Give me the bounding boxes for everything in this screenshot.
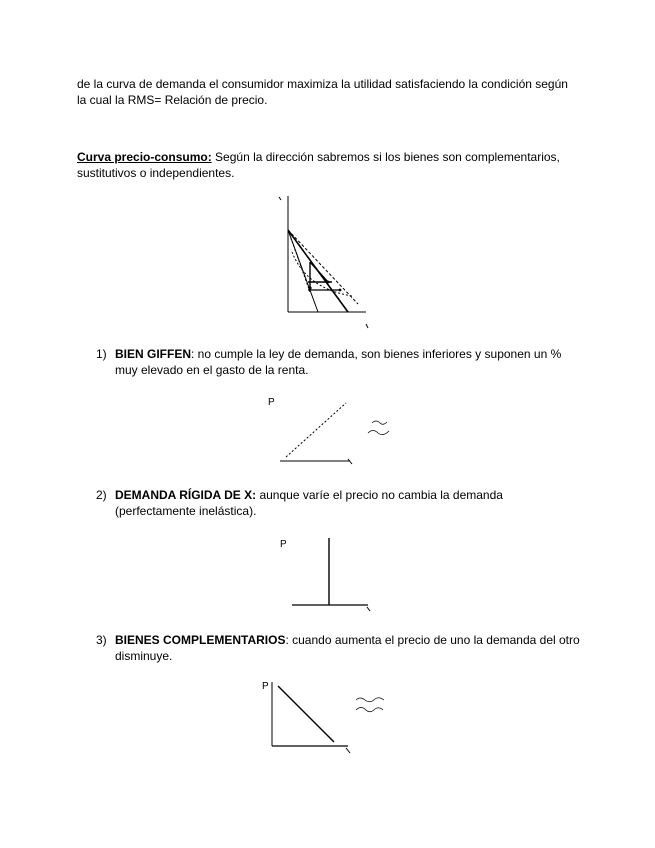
list-item-number: 3) [96, 633, 107, 647]
list-item-body: : cuando aumenta el precio de uno la demanda del otro disminuye. [115, 633, 580, 663]
fig2-x-axis-arrow [367, 607, 370, 611]
fig0-point-3 [339, 289, 342, 292]
fig0-budget-line-3 [288, 230, 358, 304]
list-item-title: BIENES COMPLEMENTARIOS [115, 633, 286, 647]
fig0-point-2 [327, 281, 330, 284]
fig0-indifference-curve [292, 252, 352, 296]
fig0-point-1 [308, 286, 311, 289]
giffen-figure [266, 393, 401, 473]
list-item-number: 1) [96, 347, 107, 361]
fig1-axis-label: P [268, 397, 275, 408]
fig0-dashed-line [288, 230, 310, 292]
price-consumption-heading: Curva precio-consumo: [77, 150, 212, 164]
fig3-demand-curve [278, 686, 334, 742]
price-consumption-figure [270, 192, 380, 332]
price-consumption-text: Según la dirección sabremos si los bienes son complementarios, sustitutivos o independientes. [77, 150, 560, 180]
list-item-body: : no cumple la ley de demanda, son bienes inferiores y suponen un % muy elevado en el gasto de la renta. [115, 347, 562, 377]
list-item-text [115, 346, 580, 378]
list-item-body: aunque varíe el precio no cambia la demanda (perfectamente inelástica). [115, 488, 503, 518]
intro-paragraph [77, 76, 577, 108]
fig2-axis-label: P [280, 539, 287, 550]
fig1-handwritten-note [368, 421, 389, 435]
complements-figure [258, 678, 403, 760]
fig0-x-axis-mark [366, 324, 368, 328]
fig3-x-axis-arrow [346, 748, 350, 753]
list-item-title: BIEN GIFFEN [115, 347, 192, 361]
rigid-demand-figure [276, 535, 376, 617]
list-item-text [115, 632, 580, 664]
fig0-diagonal-segment [310, 262, 328, 282]
list-item-number: 2) [96, 488, 107, 502]
fig0-y-axis-mark [279, 197, 281, 200]
fig3-axis-label: P [262, 681, 269, 692]
fig3-handwritten-note [356, 698, 384, 712]
list-item-title: DEMANDA RÍGIDA DE X: [115, 488, 257, 502]
fig1-dashed-curve [286, 403, 346, 457]
intro-text: de la curva de demanda el consumidor maximiza la utilidad satisfaciendo la condición según la cual la RMS= Relación de precio. [77, 77, 568, 107]
list-item-text [115, 487, 580, 519]
price-consumption-paragraph [77, 149, 577, 181]
